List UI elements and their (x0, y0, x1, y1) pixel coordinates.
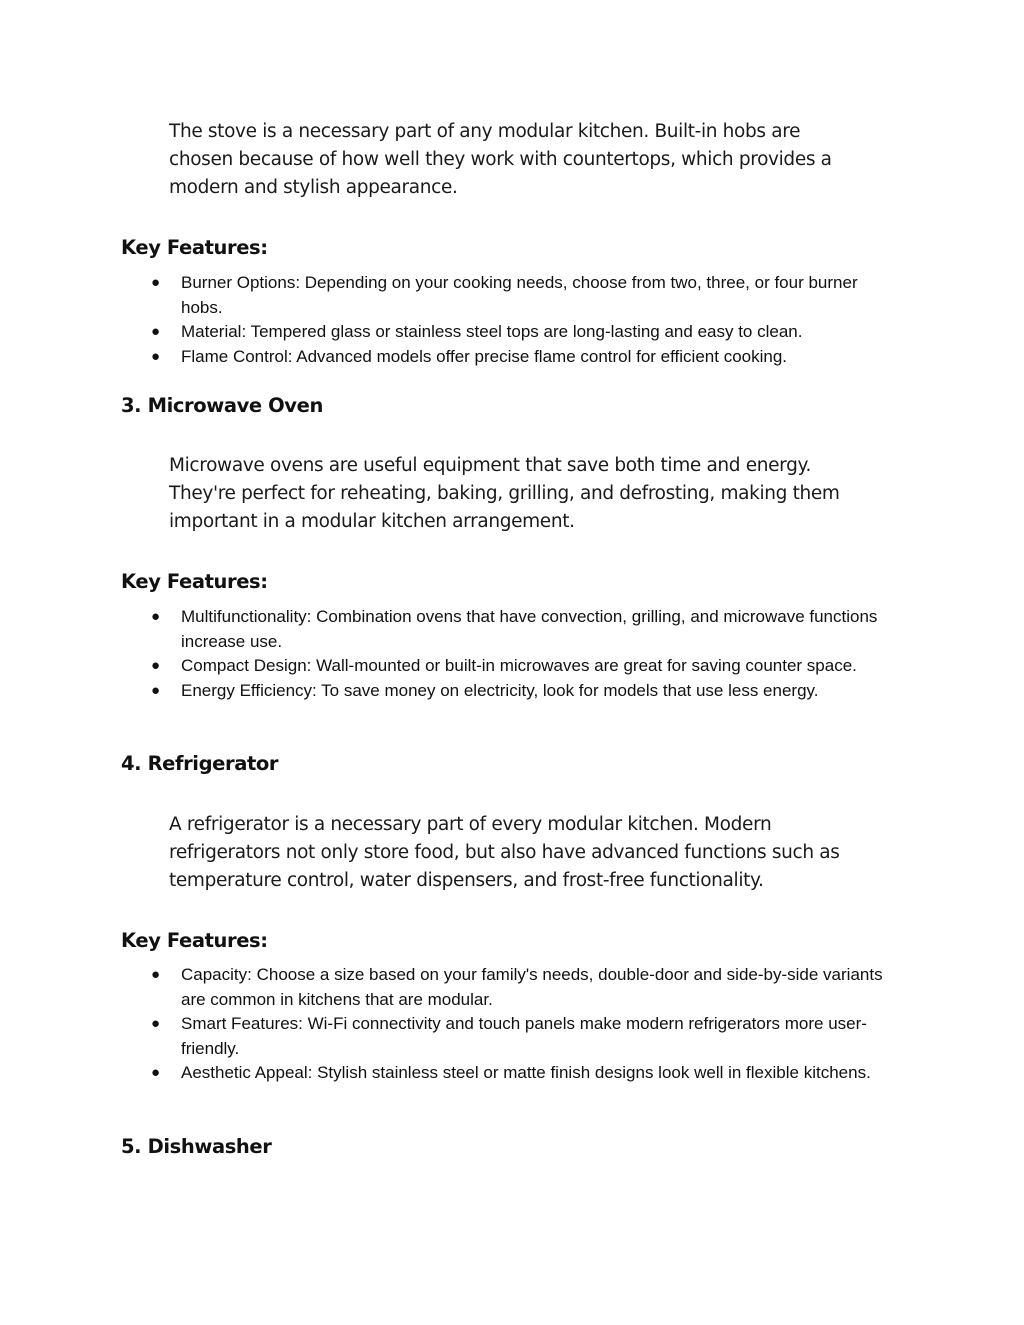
list-item-text: Material: Tempered glass or stainless steel tops are long-lasting and easy to clean. (181, 322, 803, 341)
list-item (121, 679, 891, 704)
bullet-icon: ● (151, 608, 161, 625)
list-item (121, 1061, 891, 1086)
bullet-icon: ● (151, 657, 161, 674)
list-item-text: Aesthetic Appeal: Stylish stainless steel or matte finish designs look well in flexible kitchens. (181, 1063, 871, 1082)
bullet-icon: ● (151, 1064, 161, 1081)
list-item-text: Smart Features: Wi-Fi connectivity and touch panels make modern refrigerators more user-friendly. (181, 1014, 867, 1058)
list-item-text: Capacity: Choose a size based on your family's needs, double-door and side-by-side variants are common in kitchens that are modular. (181, 965, 883, 1009)
stove-key-features-heading: Key Features: (121, 236, 268, 259)
refrigerator-section-heading: 4. Refrigerator (121, 752, 279, 775)
list-item-text: Compact Design: Wall-mounted or built-in microwaves are great for saving counter space. (181, 656, 857, 675)
dishwasher-section-heading: 5. Dishwasher (121, 1135, 272, 1158)
bullet-icon: ● (151, 681, 161, 699)
microwave-paragraph: Microwave ovens are useful equipment that save both time and energy. They're perfect for reheating, baking, grilling, and defrosting, making them important in a modular kitchen arrangement. (169, 455, 840, 532)
list-item (121, 345, 891, 370)
microwave-features-list (121, 605, 891, 703)
bullet-icon: ● (151, 1015, 161, 1032)
list-item (121, 271, 891, 320)
list-item (121, 1012, 891, 1061)
list-item (121, 320, 891, 345)
microwave-section-heading: 3. Microwave Oven (121, 394, 323, 417)
list-item (121, 605, 891, 654)
list-item (121, 963, 891, 1012)
refrigerator-paragraph: A refrigerator is a necessary part of every modular kitchen. Modern refrigerators not only store food, but also have advanced functions such as temperature control, water dispensers, and frost-free functionality. (169, 814, 840, 891)
refrigerator-features-list (121, 963, 891, 1086)
list-item-text: Energy Efficiency: To save money on electricity, look for models that use less energy. (181, 680, 819, 700)
list-item-text: Burner Options: Depending on your cooking needs, choose from two, three, or four burner hobs. (181, 273, 858, 317)
list-item (121, 654, 891, 679)
bullet-icon: ● (151, 274, 161, 291)
microwave-key-features-heading: Key Features: (121, 570, 268, 593)
refrigerator-key-features-heading: Key Features: (121, 929, 268, 952)
bullet-icon: ● (151, 323, 161, 340)
stove-features-list (121, 271, 891, 369)
bullet-icon: ● (151, 966, 161, 983)
list-item-text: Multifunctionality: Combination ovens that have convection, grilling, and microwave functions increase use. (181, 607, 878, 651)
stove-intro-paragraph: The stove is a necessary part of any modular kitchen. Built-in hobs are chosen because of how well they work with countertops, which provides a modern and stylish appearance. (169, 121, 832, 198)
list-item-text: Flame Control: Advanced models offer precise flame control for efficient cooking. (181, 346, 788, 366)
bullet-icon: ● (151, 347, 161, 365)
